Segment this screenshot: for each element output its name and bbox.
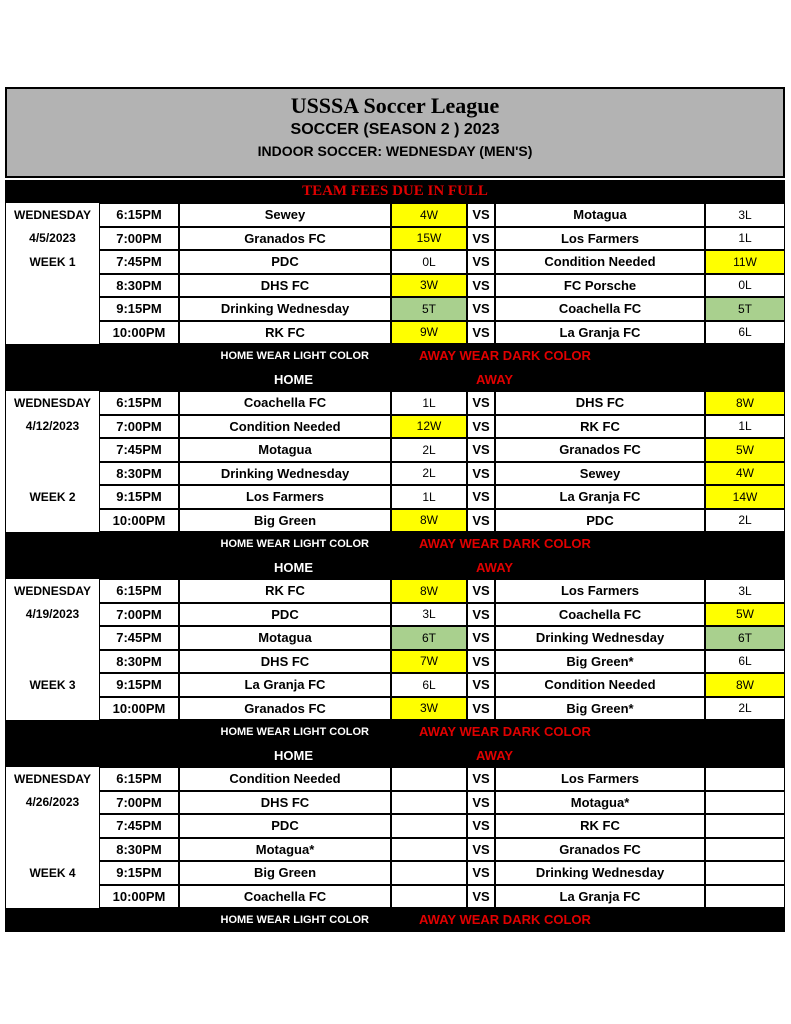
week-info-cell <box>5 297 99 321</box>
home-score <box>391 767 467 791</box>
vs-label: VS <box>467 838 495 862</box>
home-team: Coachella FC <box>179 391 391 415</box>
week-info-cell <box>5 462 99 486</box>
game-time: 7:00PM <box>99 227 179 251</box>
game-row <box>5 485 785 509</box>
away-team: Motagua* <box>495 791 705 815</box>
vs-label: VS <box>467 885 495 909</box>
game-time: 8:30PM <box>99 650 179 674</box>
week-number: WEEK 4 <box>5 861 99 885</box>
home-score: 12W <box>391 415 467 439</box>
game-time: 6:15PM <box>99 579 179 603</box>
away-team: Los Farmers <box>495 579 705 603</box>
game-row <box>5 603 785 627</box>
home-score: 8W <box>391 509 467 533</box>
game-row <box>5 650 785 674</box>
away-score: 2L <box>705 697 785 721</box>
home-away-header <box>5 556 785 580</box>
away-team: Condition Needed <box>495 250 705 274</box>
home-team: Granados FC <box>179 227 391 251</box>
week-info-cell <box>5 650 99 674</box>
home-team: DHS FC <box>179 791 391 815</box>
home-team: Condition Needed <box>179 767 391 791</box>
game-row <box>5 391 785 415</box>
game-row <box>5 250 785 274</box>
game-time: 7:00PM <box>99 603 179 627</box>
away-score: 6L <box>705 650 785 674</box>
away-score <box>705 885 785 909</box>
game-row <box>5 509 785 533</box>
away-wear-label: AWAY WEAR DARK COLOR <box>419 348 591 364</box>
game-row <box>5 438 785 462</box>
game-row <box>5 838 785 862</box>
away-team: La Granja FC <box>495 485 705 509</box>
away-wear-label: AWAY WEAR DARK COLOR <box>419 724 591 740</box>
week-info-cell <box>5 885 99 909</box>
vs-label: VS <box>467 697 495 721</box>
home-wear-label: HOME WEAR LIGHT COLOR <box>220 537 369 550</box>
week-info-cell <box>5 438 99 462</box>
wear-color-bar <box>5 720 785 744</box>
away-team: Condition Needed <box>495 673 705 697</box>
game-time: 9:15PM <box>99 485 179 509</box>
game-time: 10:00PM <box>99 509 179 533</box>
vs-label: VS <box>467 462 495 486</box>
home-team: Big Green <box>179 509 391 533</box>
home-score: 6T <box>391 626 467 650</box>
home-score: 2L <box>391 438 467 462</box>
home-team: Big Green <box>179 861 391 885</box>
away-team: Big Green* <box>495 697 705 721</box>
away-score: 6L <box>705 321 785 345</box>
home-team: Drinking Wednesday <box>179 297 391 321</box>
home-score: 15W <box>391 227 467 251</box>
week-number: WEEK 3 <box>5 673 99 697</box>
game-time: 7:45PM <box>99 626 179 650</box>
away-score: 6T <box>705 626 785 650</box>
game-row <box>5 462 785 486</box>
home-team: Los Farmers <box>179 485 391 509</box>
league-title: USSSA Soccer League <box>290 93 500 118</box>
game-row <box>5 227 785 251</box>
home-wear-label: HOME WEAR LIGHT COLOR <box>220 349 369 362</box>
fees-notice: TEAM FEES DUE IN FULL <box>5 180 785 203</box>
away-label: AWAY <box>476 371 514 387</box>
home-score: 5T <box>391 297 467 321</box>
away-score: 3L <box>705 579 785 603</box>
vs-label: VS <box>467 791 495 815</box>
home-score: 3W <box>391 697 467 721</box>
away-team: FC Porsche <box>495 274 705 298</box>
away-score <box>705 838 785 862</box>
home-score <box>391 838 467 862</box>
away-score: 1L <box>705 227 785 251</box>
away-team: Coachella FC <box>495 297 705 321</box>
game-time: 7:00PM <box>99 791 179 815</box>
schedule-table <box>5 180 785 932</box>
game-time: 9:15PM <box>99 297 179 321</box>
home-team: La Granja FC <box>179 673 391 697</box>
home-team: Motagua <box>179 626 391 650</box>
away-team: RK FC <box>495 415 705 439</box>
game-row <box>5 697 785 721</box>
away-score <box>705 791 785 815</box>
vs-label: VS <box>467 297 495 321</box>
game-time: 8:30PM <box>99 274 179 298</box>
home-score <box>391 791 467 815</box>
vs-label: VS <box>467 767 495 791</box>
game-row <box>5 767 785 791</box>
away-team: DHS FC <box>495 391 705 415</box>
away-wear-label: AWAY WEAR DARK COLOR <box>419 536 591 552</box>
home-team: DHS FC <box>179 650 391 674</box>
week-day: WEDNESDAY <box>5 391 99 415</box>
game-row <box>5 321 785 345</box>
away-label: AWAY <box>476 559 514 575</box>
wear-color-bar <box>5 532 785 556</box>
week-info-cell <box>5 274 99 298</box>
away-label: AWAY <box>476 747 514 763</box>
away-team: La Granja FC <box>495 885 705 909</box>
week-info-cell <box>5 321 99 345</box>
vs-label: VS <box>467 250 495 274</box>
away-score: 2L <box>705 509 785 533</box>
game-row <box>5 579 785 603</box>
away-score: 14W <box>705 485 785 509</box>
week-date: 4/12/2023 <box>5 415 99 439</box>
week-info-cell <box>5 814 99 838</box>
vs-label: VS <box>467 650 495 674</box>
away-score: 5W <box>705 438 785 462</box>
away-score: 0L <box>705 274 785 298</box>
vs-label: VS <box>467 509 495 533</box>
division-title: INDOOR SOCCER: WEDNESDAY (MEN'S) <box>257 143 533 159</box>
game-row <box>5 673 785 697</box>
game-time: 8:30PM <box>99 838 179 862</box>
week-day: WEDNESDAY <box>5 767 99 791</box>
away-score: 8W <box>705 673 785 697</box>
home-score: 1L <box>391 485 467 509</box>
vs-label: VS <box>467 861 495 885</box>
home-team: Motagua* <box>179 838 391 862</box>
away-team: RK FC <box>495 814 705 838</box>
vs-label: VS <box>467 626 495 650</box>
game-time: 6:15PM <box>99 391 179 415</box>
away-team: Granados FC <box>495 838 705 862</box>
game-time: 10:00PM <box>99 697 179 721</box>
home-team: Coachella FC <box>179 885 391 909</box>
away-score: 5W <box>705 603 785 627</box>
home-score: 9W <box>391 321 467 345</box>
vs-label: VS <box>467 203 495 227</box>
home-team: PDC <box>179 603 391 627</box>
game-time: 7:45PM <box>99 814 179 838</box>
home-wear-label: HOME WEAR LIGHT COLOR <box>220 913 369 926</box>
week-info-cell <box>5 838 99 862</box>
week-day: WEDNESDAY <box>5 203 99 227</box>
game-time: 8:30PM <box>99 462 179 486</box>
home-team: Motagua <box>179 438 391 462</box>
vs-label: VS <box>467 673 495 697</box>
game-time: 7:45PM <box>99 438 179 462</box>
game-time: 10:00PM <box>99 321 179 345</box>
week-number: WEEK 1 <box>5 250 99 274</box>
home-team: RK FC <box>179 579 391 603</box>
home-team: Condition Needed <box>179 415 391 439</box>
away-team: Big Green* <box>495 650 705 674</box>
week-number: WEEK 2 <box>5 485 99 509</box>
home-score: 2L <box>391 462 467 486</box>
home-away-header <box>5 368 785 392</box>
away-team: Los Farmers <box>495 227 705 251</box>
game-row <box>5 203 785 227</box>
away-team: Drinking Wednesday <box>495 626 705 650</box>
away-score: 3L <box>705 203 785 227</box>
home-score: 3W <box>391 274 467 298</box>
home-score <box>391 814 467 838</box>
week-date: 4/19/2023 <box>5 603 99 627</box>
home-away-header <box>5 744 785 768</box>
home-label: HOME <box>274 371 313 387</box>
home-team: Sewey <box>179 203 391 227</box>
home-label: HOME <box>274 747 313 763</box>
home-score: 0L <box>391 250 467 274</box>
vs-label: VS <box>467 415 495 439</box>
home-team: DHS FC <box>179 274 391 298</box>
week-info-cell <box>5 626 99 650</box>
vs-label: VS <box>467 485 495 509</box>
week-date: 4/5/2023 <box>5 227 99 251</box>
home-team: PDC <box>179 250 391 274</box>
away-score <box>705 767 785 791</box>
away-team: Granados FC <box>495 438 705 462</box>
game-row <box>5 791 785 815</box>
game-time: 6:15PM <box>99 203 179 227</box>
away-wear-label: AWAY WEAR DARK COLOR <box>419 912 591 928</box>
game-row <box>5 814 785 838</box>
home-score <box>391 885 467 909</box>
game-time: 10:00PM <box>99 885 179 909</box>
home-label: HOME <box>274 559 313 575</box>
game-row <box>5 274 785 298</box>
vs-label: VS <box>467 274 495 298</box>
away-score: 8W <box>705 391 785 415</box>
away-team: PDC <box>495 509 705 533</box>
away-score: 1L <box>705 415 785 439</box>
wear-color-bar <box>5 344 785 368</box>
away-team: Los Farmers <box>495 767 705 791</box>
away-score: 4W <box>705 462 785 486</box>
game-row <box>5 297 785 321</box>
game-time: 7:45PM <box>99 250 179 274</box>
away-team: Sewey <box>495 462 705 486</box>
game-time: 7:00PM <box>99 415 179 439</box>
vs-label: VS <box>467 603 495 627</box>
week-info-cell <box>5 509 99 533</box>
wear-color-bar <box>5 908 785 932</box>
home-team: PDC <box>179 814 391 838</box>
league-header <box>5 87 785 178</box>
away-score: 11W <box>705 250 785 274</box>
home-score <box>391 861 467 885</box>
game-row <box>5 626 785 650</box>
game-time: 9:15PM <box>99 861 179 885</box>
week-date: 4/26/2023 <box>5 791 99 815</box>
vs-label: VS <box>467 438 495 462</box>
home-score: 4W <box>391 203 467 227</box>
away-score <box>705 861 785 885</box>
home-score: 1L <box>391 391 467 415</box>
vs-label: VS <box>467 321 495 345</box>
home-team: Granados FC <box>179 697 391 721</box>
vs-label: VS <box>467 814 495 838</box>
vs-label: VS <box>467 579 495 603</box>
season-title: SOCCER (SEASON 2 ) 2023 <box>290 121 500 138</box>
game-time: 9:15PM <box>99 673 179 697</box>
away-score <box>705 814 785 838</box>
home-score: 6L <box>391 673 467 697</box>
home-team: RK FC <box>179 321 391 345</box>
home-score: 8W <box>391 579 467 603</box>
home-score: 7W <box>391 650 467 674</box>
home-wear-label: HOME WEAR LIGHT COLOR <box>220 725 369 738</box>
game-row <box>5 861 785 885</box>
home-score: 3L <box>391 603 467 627</box>
home-team: Drinking Wednesday <box>179 462 391 486</box>
game-row <box>5 885 785 909</box>
away-score: 5T <box>705 297 785 321</box>
week-day: WEDNESDAY <box>5 579 99 603</box>
vs-label: VS <box>467 227 495 251</box>
game-row <box>5 415 785 439</box>
vs-label: VS <box>467 391 495 415</box>
away-team: La Granja FC <box>495 321 705 345</box>
game-time: 6:15PM <box>99 767 179 791</box>
week-info-cell <box>5 697 99 721</box>
away-team: Motagua <box>495 203 705 227</box>
away-team: Coachella FC <box>495 603 705 627</box>
away-team: Drinking Wednesday <box>495 861 705 885</box>
